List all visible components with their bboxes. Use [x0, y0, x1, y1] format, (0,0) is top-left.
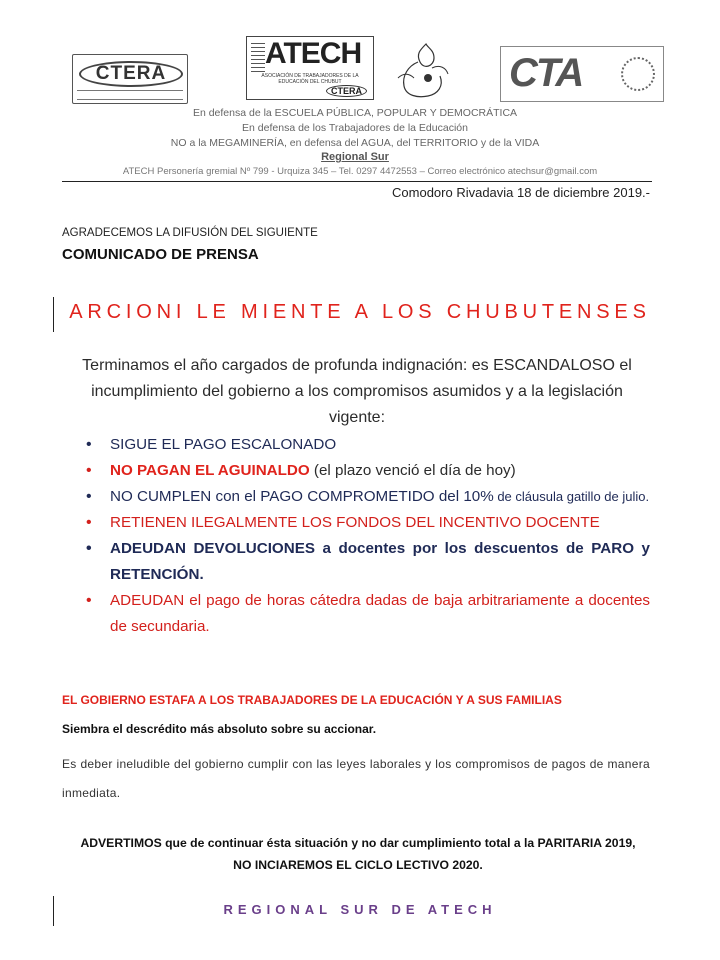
atech-logo-caption: ASOCIACIÓN DE TRABAJADORES DE LA EDUCACIÓN DEL CHUBUT: [261, 73, 359, 85]
atech-logo: [246, 36, 374, 100]
signature: REGIONAL SUR DE ATECH: [223, 902, 497, 917]
list-item: [84, 458, 650, 484]
cta-logo-text: CTA: [509, 51, 583, 95]
press-release-label: COMUNICADO DE PRENSA: [62, 246, 259, 263]
list-item: [84, 484, 650, 510]
ctera-logo-subtitle-lines: [77, 90, 183, 100]
list-item-text: ADEUDAN DEVOLUCIONES a docentes por los descuentos de PARO y RETENCIÓN.: [110, 540, 650, 583]
list-item: [84, 588, 650, 640]
margin-bar: [53, 297, 54, 332]
list-item-text: NO CUMPLEN con el PAGO COMPROMETIDO del 10%: [110, 488, 494, 505]
atech-logo-text: ATECH: [265, 37, 362, 70]
cta-logo: [500, 46, 664, 102]
motto-line: En defensa de los Trabajadores de la Educación: [242, 122, 468, 134]
intro-paragraph: Terminamos el año cargados de profunda indignación: es ESCANDALOSO el incumplimiento del gobierno a los compromisos asumidos y a la legislación vigente:: [82, 357, 632, 426]
sun-icon: [621, 57, 655, 91]
motto-line: NO a la MEGAMINERÍA, en defensa del AGUA, del TERRITORIO y de la VIDA: [170, 137, 540, 149]
margin-bar: [53, 896, 54, 926]
list-item-text: (el plazo venció el día de hoy): [309, 462, 516, 479]
list-item: [84, 432, 650, 458]
ctera-logo-text: CTERA: [79, 61, 183, 87]
figure-emblem-icon: [388, 38, 458, 102]
fraud-statement: EL GOBIERNO ESTAFA A LOS TRABAJADORES DE LA EDUCACIÓN Y A SUS FAMILIAS: [62, 693, 562, 707]
list-item: [84, 510, 650, 536]
list-item-text: RETIENEN ILEGALMENTE LOS FONDOS DEL INCENTIVO DOCENTE: [110, 514, 600, 531]
regional-heading: Regional Sur: [321, 151, 389, 163]
header-divider: [62, 181, 652, 182]
ctera-logo: [72, 54, 188, 104]
list-item-text: SIGUE EL PAGO ESCALONADO: [110, 436, 337, 453]
motto-line: En defensa de la ESCUELA PÚBLICA, POPULAR Y DEMOCRÁTICA: [192, 107, 518, 119]
list-item-text: ADEUDAN el pago de horas cátedra dadas de baja arbitrariamente a docentes de secundaria.: [110, 592, 650, 635]
atech-logo-stripes: [251, 43, 265, 73]
duty-paragraph: Es deber ineludible del gobierno cumplir con las leyes laborales y los compromisos de pagos de manera inmediata.: [62, 757, 650, 800]
list-item: [84, 536, 650, 588]
list-item-emphasis: NO PAGAN EL AGUINALDO: [110, 462, 310, 479]
atech-logo-ctera: CTERA: [326, 85, 367, 97]
discredit-statement: Siembra el descrédito más absoluto sobre su accionar.: [62, 722, 377, 736]
warning-paragraph: ADVERTIMOS que de continuar ésta situación y no dar cumplimiento total a la PARITARIA 2019, NO INCIAREMOS EL CICLO LECTIVO 2020.: [80, 836, 636, 872]
document-date: Comodoro Rivadavia 18 de diciembre 2019.-: [392, 185, 650, 200]
grievance-list: [84, 432, 650, 640]
contact-line: ATECH Personería gremial Nº 799 - Urquiza 345 – Tel. 0297 4472553 – Correo electrónico atechsur@gmail.com: [122, 166, 598, 177]
list-item-detail: de cláusula gatillo de julio.: [493, 489, 650, 504]
headline: ARCIONI LE MIENTE A LOS CHUBUTENSES: [69, 301, 651, 323]
dissemination-note: AGRADECEMOS LA DIFUSIÓN DEL SIGUIENTE: [62, 227, 318, 239]
